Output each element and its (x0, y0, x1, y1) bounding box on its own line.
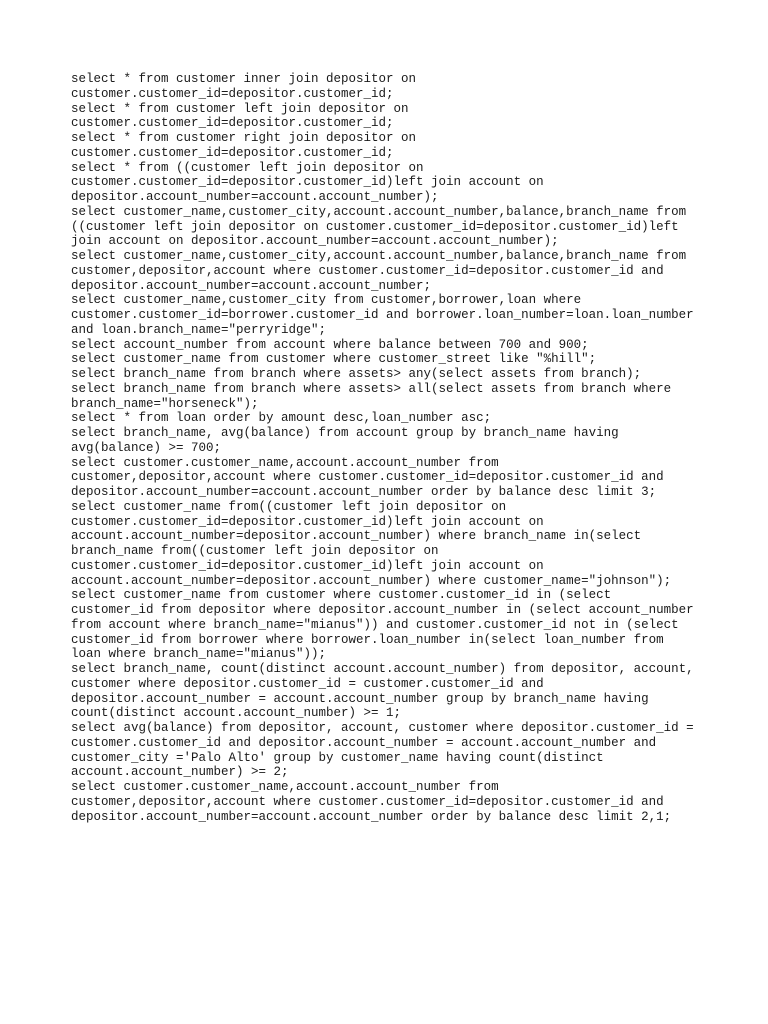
text-line: select * from customer right join depositor on (71, 131, 417, 145)
text-line: select customer.customer_name,account.account_number from (71, 455, 499, 470)
text-line: select branch_name from branch where assets> any(select assets from branch); (71, 367, 642, 381)
text-line: customer.customer_id=depositor.customer_id; (71, 116, 394, 131)
text-line: ((customer left join depositor on customer.customer_id=depositor.customer_id)left (71, 219, 679, 234)
text-line: depositor.account_number=account.account_number order by balance desc limit 2,1; (71, 809, 672, 824)
text-line: select avg(balance) from depositor, account, customer where depositor.customer_id = (71, 721, 694, 735)
text-line: customer.customer_id=depositor.customer_id)left join account on (71, 514, 544, 529)
text-line: select customer_name from customer where customer.customer_id in (select (71, 588, 612, 603)
text-line: customer_id from depositor where depositor.account_number in (select account_number (71, 603, 694, 617)
text-line: customer_id from borrower where borrower.loan_number in(select loan_number from (71, 632, 664, 647)
text-line: from account where branch_name="mianus")) and customer.customer_id not in (select (71, 617, 679, 632)
text-line: branch_name="horseneck"); (71, 396, 259, 411)
text-line: branch_name from((customer left join depositor on (71, 544, 439, 558)
text-line: select * from customer inner join depositor on (71, 72, 417, 86)
text-line: customer.customer_id=borrower.customer_id and borrower.loan_number=loan.loan_number (71, 308, 694, 322)
text-line: select customer_name,customer_city,account.account_number,balance,branch_name from (71, 249, 687, 263)
text-line: select branch_name, avg(balance) from account group by branch_name having (71, 426, 619, 440)
text-line: customer,depositor,account where customer.customer_id=depositor.customer_id and (71, 470, 664, 485)
text-line: select customer_name from((customer left join depositor on (71, 499, 507, 514)
text-line: loan where branch_name="mianus")); (71, 647, 327, 662)
text-line: avg(balance) >= 700; (71, 440, 222, 455)
text-line: select customer_name from customer where customer_street like "%hill"; (71, 352, 597, 367)
text-line: customer_city ='Palo Alto' group by customer_name having count(distinct (71, 750, 604, 765)
text-line: customer.customer_id and depositor.account_number = account.account_number and (71, 735, 657, 750)
text-line: join account on depositor.account_number=account.account_number); (71, 234, 559, 249)
text-line: select * from customer left join depositor on (71, 101, 409, 116)
text-line: select customer_name,customer_city,account.account_number,balance,branch_name from (71, 204, 687, 219)
text-line: account.account_number=depositor.account_number) where branch_name in(select (71, 529, 642, 544)
text-line: count(distinct account.account_number) >= 1; (71, 706, 402, 721)
text-line: select customer_name,customer_city from customer,borrower,loan where (71, 293, 582, 308)
text-line: depositor.account_number=account.account_number; (71, 278, 432, 293)
text-line: depositor.account_number = account.account_number group by branch_name having (71, 691, 649, 706)
text-line: select branch_name, count(distinct account.account_number) from depositor, account, (71, 662, 694, 676)
text-line: select * from ((customer left join depositor on (71, 160, 424, 175)
text-line: customer.customer_id=depositor.customer_id; (71, 86, 394, 101)
text-line: depositor.account_number=account.account_number); (71, 190, 439, 204)
text-line: depositor.account_number=account.account_number order by balance desc limit 3; (71, 485, 657, 499)
text-line: customer where depositor.customer_id = customer.customer_id and (71, 676, 544, 691)
text-line: select * from loan order by amount desc,loan_number asc; (71, 411, 492, 426)
text-line: account.account_number) >= 2; (71, 765, 289, 780)
text-line: select customer.customer_name,account.account_number from (71, 780, 499, 794)
text-line: customer.customer_id=depositor.customer_id; (71, 145, 394, 160)
sql-query-text (71, 72, 711, 824)
text-line: customer.customer_id=depositor.customer_id)left join account on (71, 558, 544, 573)
text-line: and loan.branch_name="perryridge"; (71, 322, 327, 337)
text-line: select branch_name from branch where assets> all(select assets from branch where (71, 381, 672, 396)
text-line: customer,depositor,account where customer.customer_id=depositor.customer_id and (71, 794, 664, 809)
text-line: customer.customer_id=depositor.customer_id)left join account on (71, 175, 544, 190)
text-line: select account_number from account where balance between 700 and 900; (71, 337, 589, 352)
text-line: customer,depositor,account where customer.customer_id=depositor.customer_id and (71, 263, 664, 278)
text-line: account.account_number=depositor.account_number) where customer_name="johnson"); (71, 573, 672, 588)
